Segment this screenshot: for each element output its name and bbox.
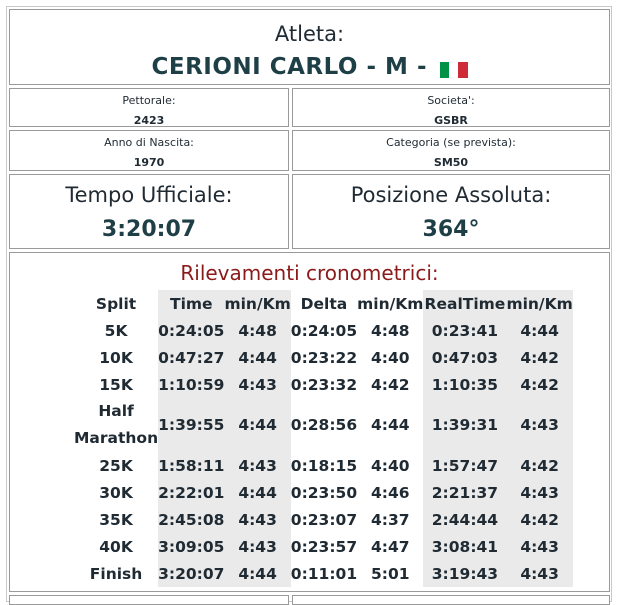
split-time: 1:58:11 bbox=[158, 452, 224, 479]
split-realtime: 2:21:37 bbox=[423, 479, 506, 506]
category-value: SM50 bbox=[433, 156, 469, 169]
split-delta: 0:23:50 bbox=[290, 483, 358, 502]
split-real-pace: 4:43 bbox=[506, 533, 572, 560]
split-name: 10K bbox=[99, 348, 133, 367]
official-time-value: 3:20:07 bbox=[101, 217, 197, 242]
split-pace: 4:43 bbox=[224, 371, 290, 398]
split-delta-pace: 4:40 bbox=[370, 456, 410, 475]
split-name-line1: Half bbox=[98, 402, 134, 420]
overall-position-label: Posizione Assoluta: bbox=[350, 183, 552, 207]
splits-header-row bbox=[74, 290, 573, 317]
split-delta-pace: 4:44 bbox=[370, 416, 410, 434]
split-time: 3:20:07 bbox=[158, 560, 224, 587]
split-delta-pace: 4:46 bbox=[370, 483, 410, 502]
split-time: 3:09:05 bbox=[158, 533, 224, 560]
split-real-pace: 4:43 bbox=[506, 398, 572, 452]
table-row bbox=[74, 452, 573, 479]
split-realtime: 1:39:31 bbox=[423, 398, 506, 452]
split-time: 1:39:55 bbox=[158, 398, 224, 452]
split-pace: 4:43 bbox=[224, 452, 290, 479]
split-realtime: 0:23:41 bbox=[423, 317, 506, 344]
split-delta-pace: 5:01 bbox=[370, 564, 410, 583]
split-pace: 4:44 bbox=[224, 398, 290, 452]
split-delta-pace: 4:47 bbox=[370, 537, 410, 556]
split-delta: 0:11:01 bbox=[290, 564, 358, 583]
club-label: Societa': bbox=[427, 94, 475, 107]
split-name bbox=[74, 398, 158, 452]
split-pace: 4:44 bbox=[224, 479, 290, 506]
split-real-pace: 4:42 bbox=[506, 344, 572, 371]
split-realtime: 1:10:35 bbox=[423, 371, 506, 398]
split-name: 35K bbox=[99, 510, 133, 529]
split-realtime: 2:44:44 bbox=[423, 506, 506, 533]
bottom-panel-left bbox=[9, 595, 289, 605]
split-real-pace: 4:43 bbox=[506, 479, 572, 506]
split-delta-pace: 4:48 bbox=[370, 321, 410, 340]
split-name-line2: Marathon bbox=[74, 429, 159, 447]
category-panel bbox=[292, 130, 610, 171]
category-label: Categoria (se prevista): bbox=[386, 136, 516, 149]
header-split: Split bbox=[95, 294, 137, 313]
overall-position-value: 364° bbox=[422, 217, 480, 242]
split-time: 0:24:05 bbox=[158, 317, 224, 344]
split-delta: 0:23:07 bbox=[290, 510, 358, 529]
header-realtime: RealTime bbox=[423, 290, 506, 317]
split-pace: 4:43 bbox=[224, 506, 290, 533]
split-delta-pace: 4:42 bbox=[370, 375, 410, 394]
split-pace: 4:48 bbox=[224, 317, 290, 344]
bib-panel bbox=[9, 88, 289, 127]
splits-title: Rilevamenti cronometrici: bbox=[180, 261, 439, 285]
birth-year-value: 1970 bbox=[133, 156, 165, 169]
split-name: Finish bbox=[89, 564, 143, 583]
table-row bbox=[74, 506, 573, 533]
split-real-pace: 4:44 bbox=[506, 317, 572, 344]
split-realtime: 0:47:03 bbox=[423, 344, 506, 371]
table-row bbox=[74, 479, 573, 506]
split-delta: 0:23:32 bbox=[290, 375, 358, 394]
split-pace: 4:43 bbox=[224, 533, 290, 560]
header-time: Time bbox=[158, 290, 224, 317]
split-delta: 0:23:57 bbox=[290, 537, 358, 556]
header-delta-pace: min/Km bbox=[357, 294, 424, 313]
split-pace: 4:44 bbox=[224, 560, 290, 587]
split-time: 0:47:27 bbox=[158, 344, 224, 371]
split-delta: 0:23:22 bbox=[290, 348, 358, 367]
split-delta-pace: 4:37 bbox=[370, 510, 410, 529]
split-realtime: 1:57:47 bbox=[423, 452, 506, 479]
split-time: 2:22:01 bbox=[158, 479, 224, 506]
club-panel bbox=[292, 88, 610, 127]
split-delta: 0:18:15 bbox=[290, 456, 358, 475]
split-delta: 0:28:56 bbox=[290, 416, 358, 434]
split-real-pace: 4:42 bbox=[506, 452, 572, 479]
split-real-pace: 4:43 bbox=[506, 560, 572, 587]
splits-panel bbox=[9, 252, 610, 592]
table-row bbox=[74, 344, 573, 371]
official-time-panel bbox=[9, 174, 289, 249]
official-time-label: Tempo Ufficiale: bbox=[65, 183, 233, 207]
table-row bbox=[74, 560, 573, 587]
split-real-pace: 4:42 bbox=[506, 371, 572, 398]
split-delta-pace: 4:40 bbox=[370, 348, 410, 367]
split-name: 25K bbox=[99, 456, 133, 475]
club-value: GSBR bbox=[434, 114, 468, 127]
split-time: 2:45:08 bbox=[158, 506, 224, 533]
athlete-name-line bbox=[10, 54, 609, 80]
split-realtime: 3:19:43 bbox=[423, 560, 506, 587]
table-row bbox=[74, 317, 573, 344]
bib-label: Pettorale: bbox=[122, 94, 176, 107]
split-time: 1:10:59 bbox=[158, 371, 224, 398]
birth-year-label: Anno di Nascita: bbox=[104, 136, 194, 149]
table-row bbox=[74, 371, 573, 398]
split-name: 15K bbox=[99, 375, 133, 394]
table-row bbox=[74, 398, 573, 452]
splits-table bbox=[74, 290, 573, 587]
bottom-panel-right bbox=[292, 595, 610, 605]
split-delta: 0:24:05 bbox=[290, 321, 358, 340]
header-pace: min/Km bbox=[224, 290, 290, 317]
split-pace: 4:44 bbox=[224, 344, 290, 371]
header-delta: Delta bbox=[300, 294, 348, 313]
split-name: 5K bbox=[104, 321, 128, 340]
overall-position-panel bbox=[292, 174, 610, 249]
split-name: 30K bbox=[99, 483, 133, 502]
athlete-name: CERIONI CARLO - M - bbox=[151, 54, 427, 80]
header-real-pace: min/Km bbox=[506, 290, 572, 317]
italy-flag-icon bbox=[440, 58, 468, 74]
bib-value: 2423 bbox=[133, 114, 165, 127]
athlete-label: Atleta: bbox=[274, 22, 345, 46]
birth-year-panel bbox=[9, 130, 289, 171]
split-real-pace: 4:42 bbox=[506, 506, 572, 533]
split-realtime: 3:08:41 bbox=[423, 533, 506, 560]
table-row bbox=[74, 533, 573, 560]
split-name: 40K bbox=[99, 537, 133, 556]
athlete-panel bbox=[9, 9, 610, 85]
